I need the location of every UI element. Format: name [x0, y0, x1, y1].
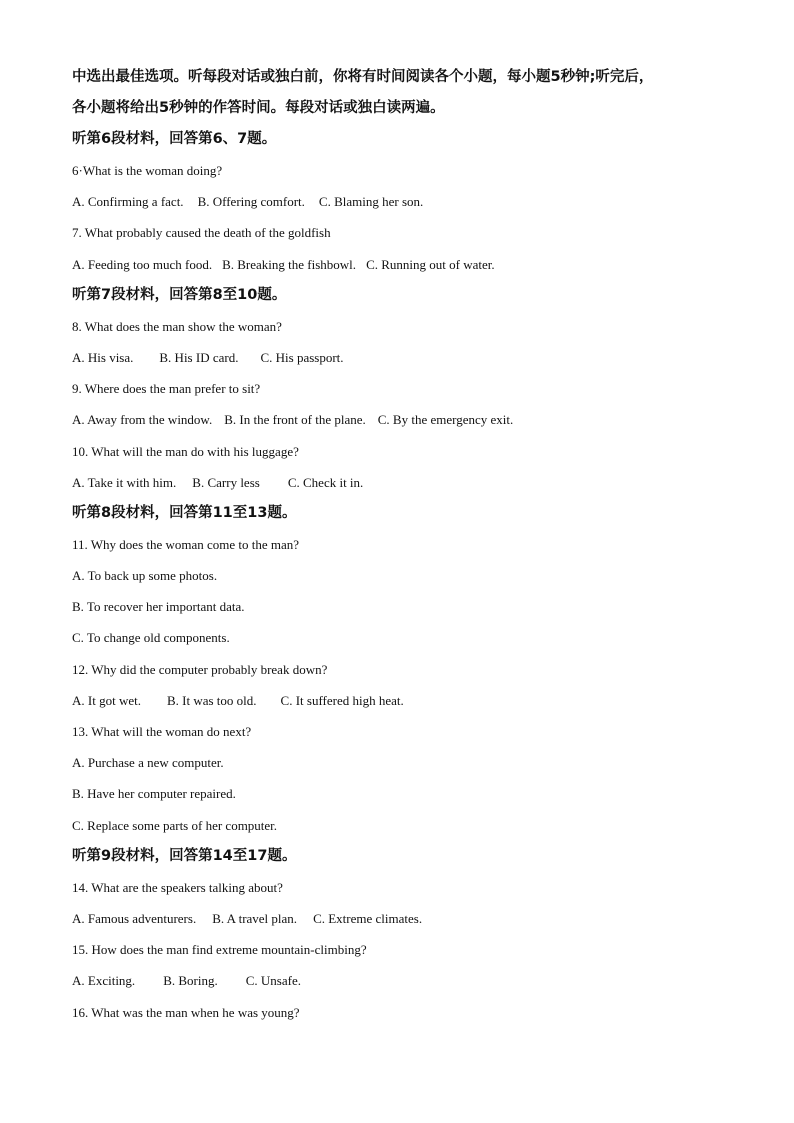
question-6: 6·What is the woman doing?: [72, 163, 223, 178]
option-6c: C. Blaming her son.: [318, 194, 424, 210]
option-9b: B. In the front of the plane.: [224, 412, 366, 428]
options-8: [72, 342, 732, 373]
options-6: [72, 186, 732, 217]
option-12c: C. It suffered high heat.: [280, 692, 404, 708]
option-13c: C. Replace some parts of her computer.: [72, 817, 278, 833]
option-9a: A. Away from the window.: [72, 412, 213, 428]
options-14: [72, 903, 732, 934]
option-14a: A. Famous adventurers.: [72, 910, 197, 926]
option-11c: C. To change old components.: [72, 630, 230, 646]
instructions: [72, 62, 732, 124]
option-12b: B. It was too old.: [166, 692, 257, 708]
options-12: [72, 685, 732, 716]
question-15: 15. How does the man find extreme mountain-climbing?: [72, 942, 367, 958]
options-10: [72, 467, 732, 498]
section-heading-7: 听第7段材料，回答第8至10题。: [72, 286, 287, 303]
options-7: [72, 249, 732, 280]
option-11a: A. To back up some photos.: [72, 568, 218, 584]
section-heading-9: 听第9段材料，回答第14至17题。: [72, 847, 297, 864]
option-14c: C. Extreme climates.: [313, 910, 423, 926]
question-14: 14. What are the speakers talking about?: [72, 879, 283, 895]
question-16: 16. What was the man when he was young?: [72, 1004, 300, 1020]
option-7a: A. Feeding too much food.: [72, 256, 213, 272]
option-13a: A. Purchase a new computer.: [72, 755, 224, 771]
option-13b: B. Have her computer repaired.: [72, 786, 236, 802]
option-14b: B. A travel plan.: [212, 910, 298, 926]
question-12: 12. Why did the computer probably break down?: [72, 661, 328, 677]
option-8c: C. His passport.: [260, 349, 344, 365]
options-9: [72, 404, 732, 435]
option-15c: C. Unsafe.: [245, 973, 301, 989]
option-12a: A. It got wet.: [72, 692, 141, 708]
section-heading-6: 听第6段材料，回答第6、7题。: [72, 131, 277, 147]
options-15: [72, 965, 732, 996]
option-15b: B. Boring.: [163, 973, 218, 989]
section-heading-8: 听第8段材料，回答第11至13题。: [72, 504, 297, 521]
option-8b: B. His ID card.: [159, 349, 239, 365]
option-6a: A. Confirming a fact.: [72, 194, 184, 210]
question-8: 8. What does the man show the woman?: [72, 318, 282, 334]
instructions-line-1: 中选出最佳选项。听每段对话或独白前，你将有时间阅读各个小题，每小题5秒钟;听完后，: [72, 69, 654, 85]
question-10: 10. What will the man do with his luggage?: [72, 443, 299, 459]
question-7: 7. What probably caused the death of the goldfish: [72, 225, 331, 241]
option-9c: C. By the emergency exit.: [377, 412, 514, 428]
question-9: 9. Where does the man prefer to sit?: [72, 381, 261, 397]
option-10b: B. Carry less: [192, 474, 260, 490]
question-11: 11. Why does the woman come to the man?: [72, 536, 300, 552]
exam-page: [72, 62, 732, 1028]
option-6b: B. Offering comfort.: [197, 194, 305, 210]
option-7c: C. Running out of water.: [366, 256, 495, 272]
option-7b: B. Breaking the fishbowl.: [222, 256, 357, 272]
option-15a: A. Exciting.: [72, 973, 136, 989]
option-11b: B. To recover her important data.: [72, 599, 245, 615]
option-10a: A. Take it with him.: [72, 474, 177, 490]
option-10c: C. Check it in.: [287, 474, 364, 490]
option-8a: A. His visa.: [72, 349, 134, 365]
instructions-line-2: 各小题将给出5秒钟的作答时间。每段对话或独白读两遍。: [72, 100, 445, 116]
question-13: 13. What will the woman do next?: [72, 724, 252, 739]
